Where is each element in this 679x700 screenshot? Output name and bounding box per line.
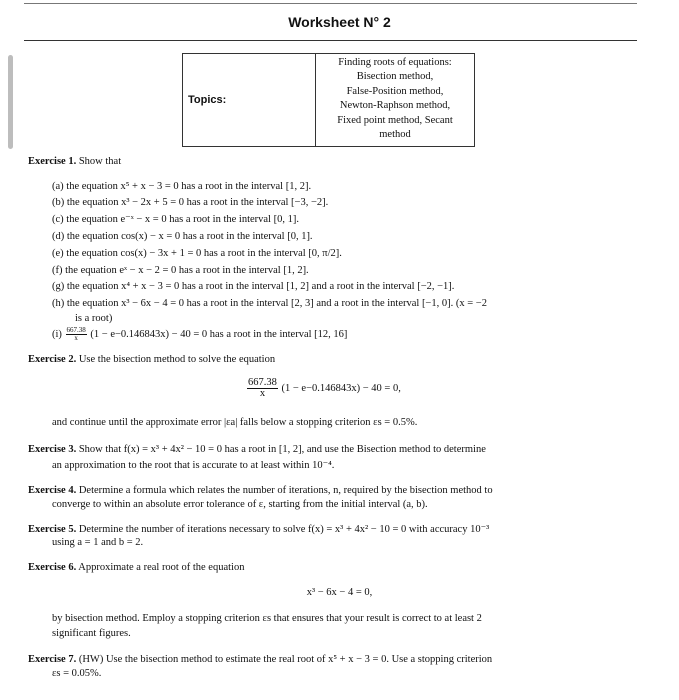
exercise-1-item-a: (a) the equation x⁵ + x − 3 = 0 has a root in the interval [1, 2]. xyxy=(52,181,312,192)
topics-line: Fixed point method, Secant xyxy=(337,114,453,126)
item-i-rest: (1 − e−0.146843x) − 40 = 0 has a root in the interval [12, 16] xyxy=(90,328,348,340)
exercise-4-line2: converge to within an absolute error tolerance of ε, starting from the initial interval (a, b). xyxy=(52,499,428,510)
exercise-6-text: Approximate a real root of the equation xyxy=(78,562,245,573)
exercise-1-label: Exercise 1. xyxy=(28,156,77,167)
topics-line: method xyxy=(379,129,411,141)
exercise-5-line1 xyxy=(28,523,489,535)
scrollbar-thumb[interactable] xyxy=(8,55,13,149)
exercise-2-header xyxy=(28,354,275,365)
exercise-7-label: Exercise 7. xyxy=(28,654,77,665)
exercise-1-item-f: (f) the equation eˣ − x − 2 = 0 has a root in the interval [1, 2]. xyxy=(52,265,309,276)
exercise-1-item-h-cont: is a root) xyxy=(75,313,113,324)
exercise-1-item-i xyxy=(52,327,347,342)
worksheet-title: Worksheet N° 2 xyxy=(288,14,391,30)
exercise-7-line1 xyxy=(28,654,492,665)
exercise-1-item-h: (h) the equation x³ − 6x − 4 = 0 has a root in the interval [2, 3] and a root in the interval [−1, 0]. (x = −2 xyxy=(52,298,487,309)
topics-table xyxy=(182,53,475,147)
exercise-2-equation xyxy=(246,378,401,399)
exercise-3-line2: an approximation to the root that is accurate to at least within 10⁻⁴. xyxy=(52,460,335,471)
exercise-5-line2: using a = 1 and b = 2. xyxy=(52,537,144,548)
exercise-3-text: Show that f(x) = x³ + 4x² − 10 = 0 has a root in [1, 2], and use the Bisection method to determine xyxy=(78,444,486,455)
exercise-4-text: Determine a formula which relates the number of iterations, n, required by the bisection method to xyxy=(78,485,493,496)
exercise-2-label: Exercise 2. xyxy=(28,354,77,365)
exercise-4-label: Exercise 4. xyxy=(28,485,77,496)
exercise-6-header xyxy=(28,562,244,573)
topics-content xyxy=(316,54,475,147)
item-i-fraction xyxy=(66,327,87,342)
exercise-1-item-c: (c) the equation e⁻ˣ − x = 0 has a root in the interval [0, 1]. xyxy=(52,214,299,225)
eq-numerator: 667.38 xyxy=(248,377,277,388)
exercise-2-text: Use the bisection method to solve the equation xyxy=(78,354,276,365)
exercise-6-line2: significant figures. xyxy=(52,628,131,639)
exercise-1-item-g: (g) the equation x⁴ + x − 3 = 0 has a root in the interval [1, 2] and a root in the interval [−2, −1]. xyxy=(52,281,455,292)
exercise-7-text: (HW) Use the bisection method to estimate the real root of x⁵ + x − 3 = 0. Use a stopping criterion xyxy=(78,654,493,665)
eq-fraction xyxy=(247,378,278,399)
exercise-7-line2: εs = 0.05%. xyxy=(52,668,102,679)
exercise-1-item-b: (b) the equation x³ − 2x + 5 = 0 has a root in the interval [−3, −2]. xyxy=(52,197,329,208)
exercise-1-header xyxy=(28,156,121,167)
topics-line: Bisection method, xyxy=(356,71,434,83)
topics-line: Finding roots of equations: xyxy=(338,57,452,68)
topics-line: Newton-Raphson method, xyxy=(339,100,451,112)
exercise-1-item-d: (d) the equation cos(x) − x = 0 has a root in the interval [0, 1]. xyxy=(52,231,313,242)
exercise-6-line1: by bisection method. Employ a stopping criterion εs that ensures that your result is correct to at least 2 xyxy=(52,613,482,624)
exercise-1-item-e: (e) the equation cos(x) − 3x + 1 = 0 has a root in the interval [0, π/2]. xyxy=(52,248,342,259)
exercise-6-label: Exercise 6. xyxy=(28,562,77,573)
exercise-3-label: Exercise 3. xyxy=(28,444,77,455)
eq-denominator: x xyxy=(259,388,266,399)
exercise-5-label: Exercise 5. xyxy=(28,524,77,535)
topics-label: Topics: xyxy=(183,54,316,147)
exercise-4-line1 xyxy=(28,485,493,496)
exercise-2-follow: and continue until the approximate error |εa| falls below a stopping criterion εs = 0.5%. xyxy=(52,417,418,428)
exercise-6-equation: x³ − 6x − 4 = 0, xyxy=(306,587,373,598)
item-i-numerator: 667.38 xyxy=(66,326,86,334)
top-rule xyxy=(24,3,637,4)
topics-line: False-Position method, xyxy=(346,85,444,97)
exercise-1-intro: Show that xyxy=(78,156,122,167)
exercise-3-line1 xyxy=(28,444,486,455)
item-i-denominator: x xyxy=(74,334,78,342)
item-i-label: (i) xyxy=(52,328,62,340)
title-rule xyxy=(24,40,637,41)
eq-rest: (1 − e−0.146843x) − 40 = 0, xyxy=(281,382,401,394)
exercise-5-text: Determine the number of iterations necessary to solve f(x) = x³ + 4x² − 10 = 0 with accuracy 10⁻³ xyxy=(78,524,490,535)
